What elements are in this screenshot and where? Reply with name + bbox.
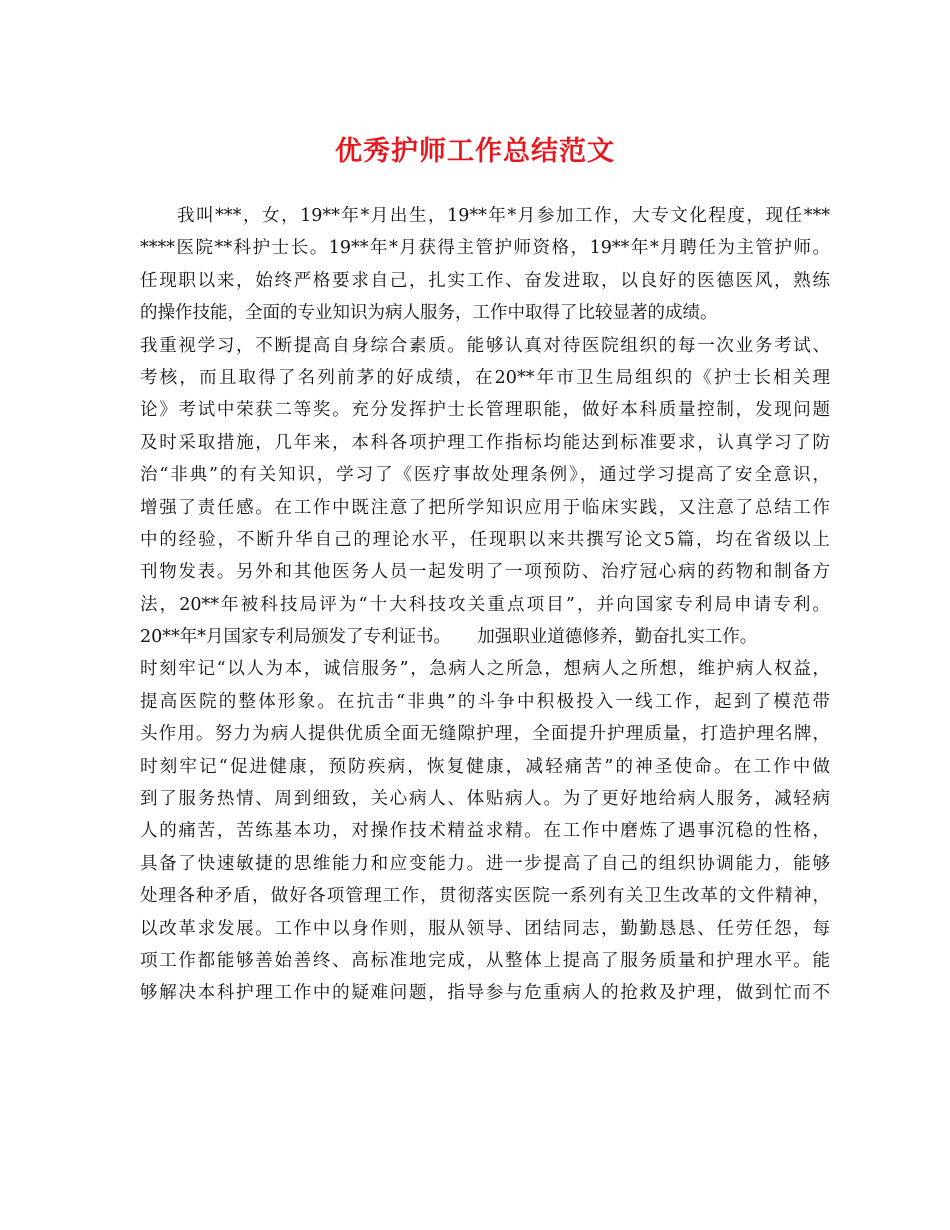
body-line: 提高医院的整体形象。在抗击“非典”的斗争中积极投入一线工作，起到了模范带 <box>140 691 830 712</box>
body-line: 人的痛苦，苦练基本功，对操作技术精益求精。在工作中磨炼了遇事沉稳的性格， <box>140 821 830 842</box>
body-line: 考核，而且取得了名列前茅的好成绩，在20**年市卫生局组织的《护士长相关理 <box>140 367 830 388</box>
document-body <box>140 200 830 1010</box>
body-line: 时刻牢记“以人为本，诚信服务”，急病人之所急，想病人之所想，维护病人权益， <box>140 659 830 680</box>
body-line: 中的经验，不断升华自己的理论水平，任现职以来共撰写论文5篇，均在省级以上 <box>140 529 830 550</box>
body-line: 治“非典”的有关知识，学习了《医疗事故处理条例》，通过学习提高了安全意识， <box>140 465 830 486</box>
body-line: 项工作都能够善始善终、高标准地完成，从整体上提高了服务质量和护理水平。能 <box>140 950 830 971</box>
body-line: 头作用。努力为病人提供优质全面无缝隙护理，全面提升护理质量，打造护理名牌， <box>140 724 830 745</box>
body-line: ****医院**科护士长。19**年*月获得主管护师资格，19**年*月聘任为主管护师。 <box>140 238 830 259</box>
body-line: 以改革求发展。工作中以身作则，服从领导、团结同志，勤勤恳恳、任劳任怨，每 <box>140 918 830 939</box>
body-line: 具备了快速敏捷的思维能力和应变能力。进一步提高了自己的组织协调能力，能够 <box>140 853 830 874</box>
body-line: 及时采取措施，几年来，本科各项护理工作指标均能达到标准要求，认真学习了防 <box>140 432 830 453</box>
body-line: 的操作技能，全面的专业知识为病人服务，工作中取得了比较显著的成绩。 <box>140 303 718 324</box>
body-line: 法，20**年被科技局评为“十大科技攻关重点项目”，并向国家专利局申请专利。 <box>140 594 830 615</box>
body-line: 刊物发表。另外和其他医务人员一起发明了一项预防、治疗冠心病的药物和制备方 <box>140 562 830 583</box>
body-line: 处理各种矛盾，做好各项管理工作，贯彻落实医院一系列有关卫生改革的文件精神， <box>140 886 830 907</box>
body-line: 论》考试中荣获二等奖。充分发挥护士长管理职能，做好本科质量控制，发现问题 <box>140 400 830 421</box>
document-title: 优秀护师工作总结范文 <box>335 136 615 167</box>
body-line: 够解决本科护理工作中的疑难问题，指导参与危重病人的抢救及护理，做到忙而不 <box>140 983 830 1004</box>
body-line: 我重视学习，不断提高自身综合素质。能够认真对待医院组织的每一次业务考试、 <box>140 335 830 356</box>
body-line: 增强了责任感。在工作中既注意了把所学知识应用于临床实践，又注意了总结工作 <box>140 497 830 518</box>
body-line: 任现职以来，始终严格要求自己，扎实工作、奋发进取，以良好的医德医风，熟练 <box>140 270 830 291</box>
body-line: 20**年*月国家专利局颁发了专利证书。 加强职业道德修养，勤奋扎实工作。 <box>140 627 758 648</box>
body-line: 到了服务热情、周到细致，关心病人、体贴病人。为了更好地给病人服务，减轻病 <box>140 789 830 810</box>
body-line: 时刻牢记“促进健康，预防疾病，恢复健康，减轻痛苦”的神圣使命。在工作中做 <box>140 756 830 777</box>
body-line: 我叫***，女，19**年*月出生，19**年*月参加工作，大专文化程度，现任*** <box>177 206 830 226</box>
